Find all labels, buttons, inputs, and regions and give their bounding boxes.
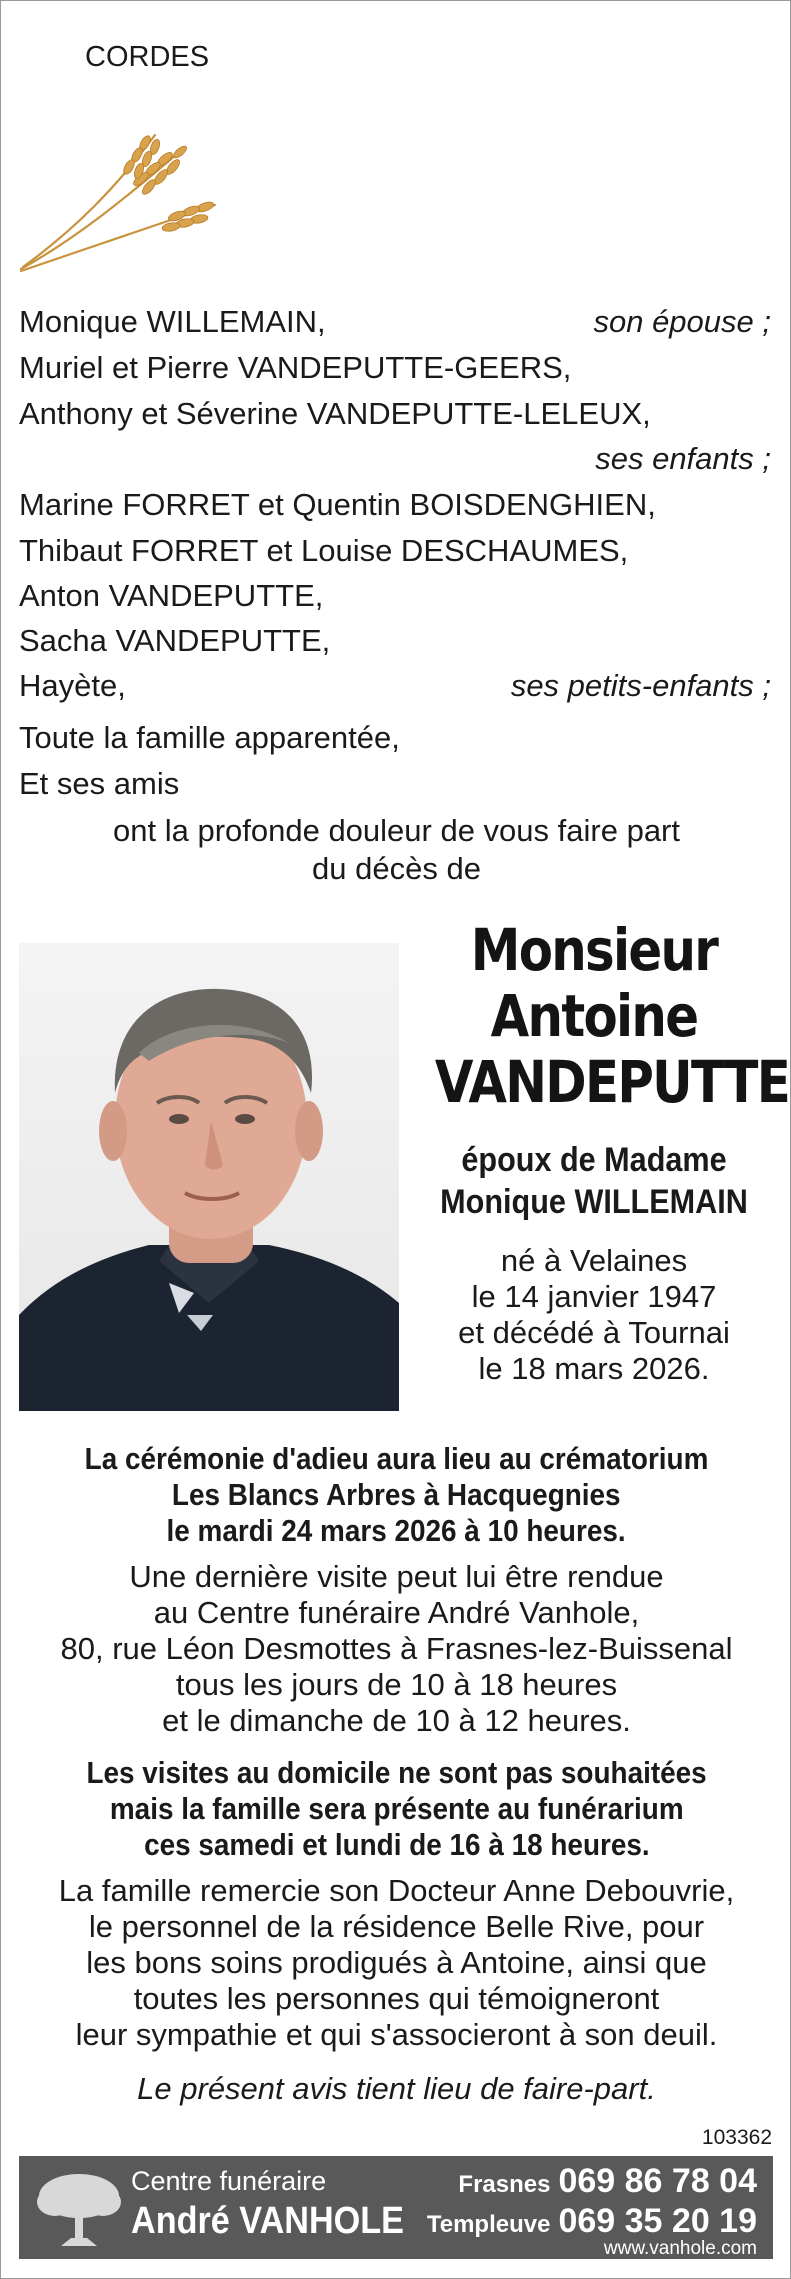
phone-label: Frasnes bbox=[458, 2171, 551, 2198]
family-name: Hayète, bbox=[19, 668, 126, 703]
family-line bbox=[19, 623, 771, 659]
ceremony-block bbox=[1, 1441, 791, 1549]
ceremony-line: le mardi 24 mars 2026 à 10 heures. bbox=[166, 1513, 627, 1548]
family-line bbox=[19, 350, 771, 386]
funeral-home-label: Centre funéraire bbox=[131, 2166, 327, 2196]
family-line bbox=[19, 396, 771, 432]
family-name: Anton VANDEPUTTE, bbox=[19, 578, 324, 613]
closing-note: Le présent avis tient lieu de faire-part. bbox=[137, 2071, 656, 2106]
family-role: ses petits-enfants ; bbox=[510, 668, 771, 703]
family-line bbox=[19, 578, 771, 614]
thanks-line: La famille remercie son Docteur Anne Debouvrie, bbox=[58, 1873, 735, 1908]
family-line bbox=[19, 766, 771, 802]
reference-number: 103362 bbox=[701, 2126, 772, 2149]
family-line bbox=[19, 720, 771, 756]
spouse-name: Monique WILLEMAIN bbox=[440, 1183, 748, 1221]
family-name: Monique WILLEMAIN, bbox=[19, 304, 326, 339]
home-visits-block bbox=[1, 1755, 791, 1863]
deceased-portrait bbox=[19, 943, 399, 1411]
phone-templeuve bbox=[427, 2202, 757, 2241]
family-role: son épouse ; bbox=[593, 304, 771, 339]
announcement-line: du décès de bbox=[312, 851, 481, 886]
home-visits-line: ces samedi et lundi de 16 à 18 heures. bbox=[143, 1827, 650, 1862]
phone-label: Templeuve bbox=[426, 2211, 551, 2238]
spouse-line: époux de Madame bbox=[461, 1141, 727, 1179]
family-name: Muriel et Pierre VANDEPUTTE-GEERS, bbox=[19, 350, 572, 385]
family-role: ses enfants ; bbox=[595, 441, 771, 476]
family-line bbox=[19, 487, 771, 523]
home-visits-line: Les visites au domicile ne sont pas souhaitées bbox=[86, 1755, 707, 1790]
thanks-line: les bons soins prodigués à Antoine, ainsi que bbox=[86, 1945, 707, 1980]
deceased-block bbox=[409, 916, 790, 1387]
funeral-home-banner bbox=[19, 2156, 773, 2259]
deceased-title: Monsieur bbox=[470, 916, 718, 984]
family-name: Sacha VANDEPUTTE, bbox=[19, 623, 331, 658]
birth-death-line: le 18 mars 2026. bbox=[478, 1351, 710, 1386]
visit-line: tous les jours de 10 à 18 heures bbox=[175, 1667, 618, 1702]
place-name: CORDES bbox=[85, 41, 210, 73]
tree-icon bbox=[31, 2166, 127, 2250]
wheat-icon bbox=[15, 119, 235, 279]
deceased-first-name: Antoine bbox=[490, 982, 698, 1050]
visit-line: Une dernière visite peut lui être rendue bbox=[129, 1559, 664, 1594]
phone-number: 069 35 20 19 bbox=[558, 2202, 757, 2240]
thanks-line: leur sympathie et qui s'associeront à son deuil. bbox=[75, 2017, 718, 2052]
family-name: Thibaut FORRET et Louise DESCHAUMES, bbox=[19, 533, 629, 568]
phone-frasnes bbox=[458, 2162, 757, 2201]
thanks-line: le personnel de la résidence Belle Rive, pour bbox=[88, 1909, 705, 1944]
thanks-block bbox=[1, 1873, 791, 2053]
visit-line: au Centre funéraire André Vanhole, bbox=[153, 1595, 640, 1630]
visit-line: 80, rue Léon Desmottes à Frasnes-lez-Buissenal bbox=[60, 1631, 733, 1666]
birth-death-line: le 14 janvier 1947 bbox=[471, 1279, 717, 1314]
family-name: Anthony et Séverine VANDEPUTTE-LELEUX, bbox=[19, 396, 651, 431]
visit-line: et le dimanche de 10 à 12 heures. bbox=[162, 1703, 631, 1738]
website-link[interactable]: www.vanhole.com bbox=[603, 2238, 757, 2259]
funeral-home-name: André VANHOLE bbox=[131, 2200, 404, 2242]
family-line bbox=[19, 304, 771, 340]
announcement-line: ont la profonde douleur de vous faire part bbox=[113, 813, 680, 848]
birth-death-line: et décédé à Tournai bbox=[458, 1315, 730, 1350]
visit-block bbox=[1, 1559, 791, 1739]
family-line bbox=[19, 668, 771, 704]
home-visits-line: mais la famille sera présente au funérarium bbox=[109, 1791, 684, 1826]
birth-death-line: né à Velaines bbox=[500, 1243, 688, 1278]
deceased-last-name: VANDEPUTTE bbox=[434, 1048, 790, 1116]
ceremony-line: Les Blancs Arbres à Hacquegnies bbox=[172, 1477, 621, 1512]
ceremony-line: La cérémonie d'adieu aura lieu au crématorium bbox=[84, 1441, 709, 1476]
thanks-line: toutes les personnes qui témoigneront bbox=[133, 1981, 660, 2016]
family-name: Marine FORRET et Quentin BOISDENGHIEN, bbox=[19, 487, 656, 522]
family-name: Et ses amis bbox=[19, 766, 180, 801]
family-line bbox=[19, 533, 771, 569]
family-name: Toute la famille apparentée, bbox=[19, 720, 400, 755]
phone-number: 069 86 78 04 bbox=[558, 2162, 757, 2200]
